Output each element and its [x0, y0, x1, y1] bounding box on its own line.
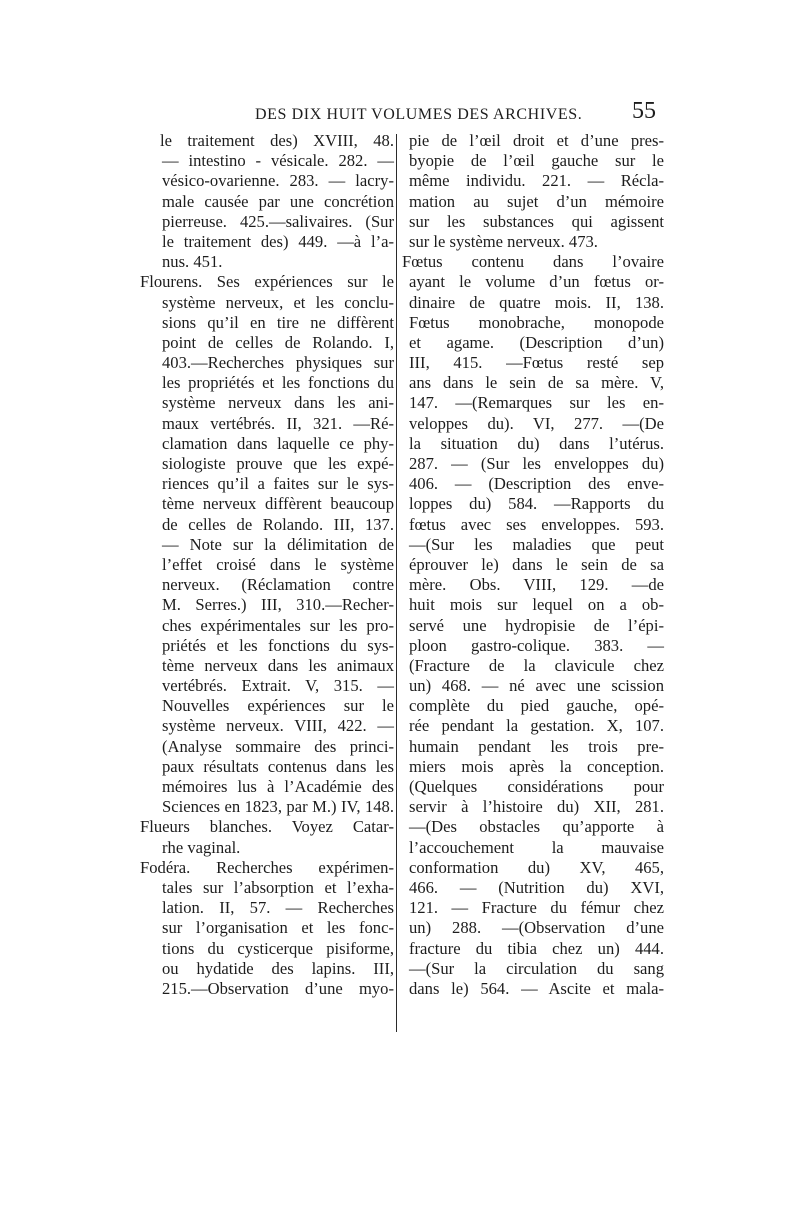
text-line: l’accouchement la mauvaise [409, 837, 664, 857]
text-line: male causée par une concrétion [162, 191, 394, 211]
text-line: dans le) 564. — Ascite et mala- [409, 978, 664, 998]
text-line: point de celles de Rolando. I, [162, 332, 394, 352]
text-line: le traitement des) XVIII, 48. [160, 131, 394, 150]
text-line: 121. — Fracture du fémur chez [409, 898, 664, 918]
text-line: Flueurs blanches. Voyez Catar- [140, 817, 394, 837]
text-line: 287. — (Sur les enveloppes du) [409, 454, 664, 473]
text-line: mère. Obs. VIII, 129. —de [409, 575, 664, 595]
text-line: —(Sur la circulation du sang [409, 958, 664, 978]
text-line: conformation du) XV, 465, [409, 857, 664, 877]
text-line: —(Sur les maladies que peut [409, 534, 664, 554]
text-line: (Quelques considérations pour [409, 777, 664, 796]
text-line: la situation du) dans l’utérus. [409, 433, 664, 453]
text-line: tales sur l’absorption et l’exha- [162, 877, 394, 897]
page-number: 55 [632, 98, 656, 124]
text-line: 466. — (Nutrition du) XVI, [409, 877, 664, 897]
text-line: un) 288. —(Observation d’une [409, 918, 664, 938]
text-line: système nerveux dans les ani- [162, 393, 394, 413]
text-line: servé une hydropisie de l’épi- [409, 615, 664, 635]
text-line: ayant le volume d’un fœtus or- [409, 272, 664, 292]
text-line: les propriétés et les fonctions du [162, 373, 394, 393]
text-line: dinaire de quatre mois. II, 138. [409, 292, 664, 312]
text-line: mémoires lus à l’Académie des [162, 777, 394, 796]
text-line: un) 468. — né avec une scission [409, 676, 664, 696]
text-line: Fœtus monobrache, monopode [409, 312, 664, 332]
text-line: le traitement des) 449. —à l’a- [162, 231, 394, 251]
text-line: pierreuse. 425.—salivaires. (Sur [162, 211, 394, 231]
text-line: paux résultats contenus dans les [162, 756, 394, 776]
right-column [402, 131, 664, 999]
text-line: veloppes du). VI, 277. —(De [409, 413, 664, 433]
text-line: fœtus avec ses enveloppes. 593. [409, 514, 664, 534]
text-line: sur l’organisation et les fonc- [162, 918, 394, 938]
text-line: système nerveux, et les conclu- [162, 292, 394, 312]
left-column [136, 131, 394, 999]
text-line: ches expérimentales sur les pro- [162, 615, 394, 635]
text-line: sions qu’il en tire ne diffèrent [162, 312, 394, 332]
text-line: éprouver le) dans le sein de sa [409, 554, 664, 574]
text-line: fracture du tibia chez un) 444. [409, 938, 664, 958]
text-line: tème nerveux diffèrent beaucoup [162, 494, 394, 514]
text-line: rée pendant la gestation. X, 107. [409, 716, 664, 736]
text-line: 403.—Recherches physiques sur [162, 353, 394, 373]
text-line: vésico-ovarienne. 283. — lacry- [162, 171, 394, 191]
text-line: sur les substances qui agissent [409, 211, 664, 231]
text-line: tème nerveux dans les animaux [162, 655, 394, 675]
text-line: riences qu’il a faites sur le sys- [162, 474, 394, 494]
running-head: DES DIX HUIT VOLUMES DES ARCHIVES. [255, 106, 583, 123]
text-line: rhe vaginal. [162, 837, 241, 857]
text-line: III, 415. —Fœtus resté sep [409, 353, 664, 373]
text-line: même individu. 221. — Récla- [409, 171, 664, 191]
text-line: humain pendant les trois pre- [409, 736, 664, 756]
text-line: Sciences en 1823, par M.) IV, 148. [162, 797, 394, 817]
text-line: ploon gastro-colique. 383. — [409, 635, 664, 655]
text-line: — intestino - vésicale. 282. — [162, 151, 394, 171]
text-line: nus. 451. [162, 252, 223, 272]
text-line: Fœtus contenu dans l’ovaire [402, 252, 664, 272]
text-line: loppes du) 584. —Rapports du [409, 494, 664, 514]
text-line: byopie de l’œil gauche sur le [409, 151, 664, 171]
column-divider [396, 134, 397, 1032]
text-line: — Note sur la délimitation de [162, 534, 394, 554]
text-line: l’effet croisé dans le système [162, 554, 394, 574]
text-line: huit mois sur lequel on a ob- [409, 595, 664, 615]
text-line: siologiste prouve que les expé- [162, 454, 394, 473]
text-line: Flourens. Ses expériences sur le [140, 272, 394, 292]
text-line: M. Serres.) III, 310.—Recher- [162, 595, 394, 615]
text-line: complète du pied gauche, opé- [409, 696, 664, 716]
text-line: clamation dans laquelle ce phy- [162, 433, 394, 453]
text-line: Fodéra. Recherches expérimen- [140, 857, 394, 877]
text-line: 406. — (Description des enve- [409, 474, 664, 494]
text-line: (Analyse sommaire des princi- [162, 736, 394, 756]
text-line: miers mois après la conception. [409, 756, 664, 776]
text-line: 215.—Observation d’une myo- [162, 978, 394, 998]
text-line: lation. II, 57. — Recherches [162, 898, 394, 918]
text-line: de celles de Rolando. III, 137. [162, 514, 394, 534]
text-line: priétés et les fonctions du sys- [162, 635, 394, 655]
text-line: Nouvelles expériences sur le [162, 696, 394, 716]
page-header [160, 98, 656, 130]
text-line: —(Des obstacles qu’apporte à [409, 817, 664, 837]
text-line: sur le système nerveux. 473. [409, 231, 598, 251]
text-line: ou hydatide des lapins. III, [162, 958, 394, 978]
text-line: pie de l’œil droit et d’une pres- [409, 131, 664, 150]
text-line: nerveux. (Réclamation contre [162, 575, 394, 595]
text-line: et agame. (Description d’un) [409, 332, 664, 352]
text-line: servir à l’histoire du) XII, 281. [409, 797, 664, 817]
text-line: maux vertébrés. II, 321. —Ré- [162, 413, 394, 433]
text-line: 147. —(Remarques sur les en- [409, 393, 664, 413]
text-line: système nerveux. VIII, 422. — [162, 716, 394, 736]
text-line: mation au sujet d’un mémoire [409, 191, 664, 211]
text-line: (Fracture de la clavicule chez [409, 655, 664, 675]
text-line: ans dans le sein de sa mère. V, [409, 373, 664, 393]
text-line: vertébrés. Extrait. V, 315. — [162, 676, 394, 696]
text-line: tions du cysticerque pisiforme, [162, 938, 394, 958]
